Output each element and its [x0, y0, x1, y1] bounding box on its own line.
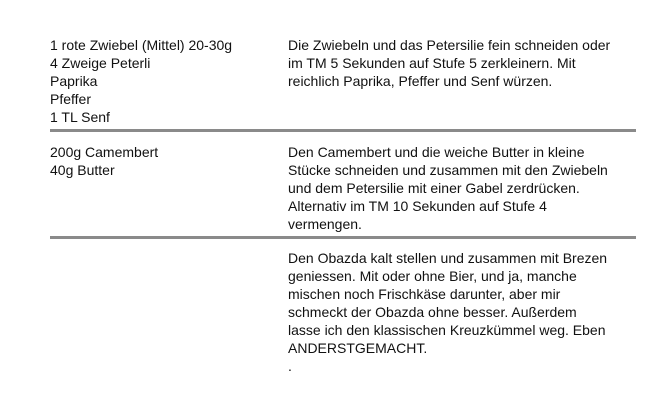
instruction-line: Die Zwiebeln und das Petersilie fein schneiden oder [288, 37, 611, 53]
instruction-line: Den Obazda kalt stellen und zusammen mit Brezen [288, 250, 608, 266]
row-divider [50, 236, 636, 239]
instruction-line: geniessen. Mit oder ohne Bier, und ja, manche [288, 268, 577, 284]
instruction-line: im TM 5 Sekunden auf Stufe 5 zerkleinern. Mit [288, 55, 576, 71]
instruction-line: und dem Petersilie mit einer Gabel zerdrücken. [288, 180, 580, 196]
ingredients-cell [50, 143, 280, 179]
row-divider [50, 129, 636, 132]
instructions-cell [288, 249, 636, 375]
instructions-cell [288, 143, 636, 233]
ingredient-line: 200g Camembert [50, 144, 159, 160]
ingredient-line: 4 Zweige Peterli [50, 55, 151, 71]
ingredient-line: 1 TL Senf [50, 109, 110, 125]
ingredients-cell [50, 36, 280, 126]
instruction-line: reichlich Paprika, Pfeffer und Senf würzen. [288, 73, 553, 89]
instruction-line: lasse ich den klassischen Kreuzkümmel weg. Eben [288, 322, 606, 338]
instruction-line: . [288, 358, 292, 374]
instruction-line: vermengen. [288, 216, 362, 232]
ingredient-line: Paprika [50, 73, 98, 89]
instruction-line: Stücke schneiden und zusammen mit den Zwiebeln [288, 162, 608, 178]
ingredient-line: Pfeffer [50, 91, 91, 107]
instruction-line: mischen noch Frischkäse darunter, aber mir [288, 286, 561, 302]
instruction-line: Alternativ im TM 10 Sekunden auf Stufe 4 [288, 198, 547, 214]
ingredient-line: 1 rote Zwiebel (Mittel) 20-30g [50, 37, 233, 53]
instruction-line: ANDERSTGEMACHT. [288, 340, 428, 356]
instructions-cell [288, 36, 636, 90]
instruction-line: schmeckt der Obazda ohne besser. Außerdem [288, 304, 577, 320]
instruction-line: Den Camembert und die weiche Butter in kleine [288, 144, 585, 160]
ingredient-line: 40g Butter [50, 162, 115, 178]
